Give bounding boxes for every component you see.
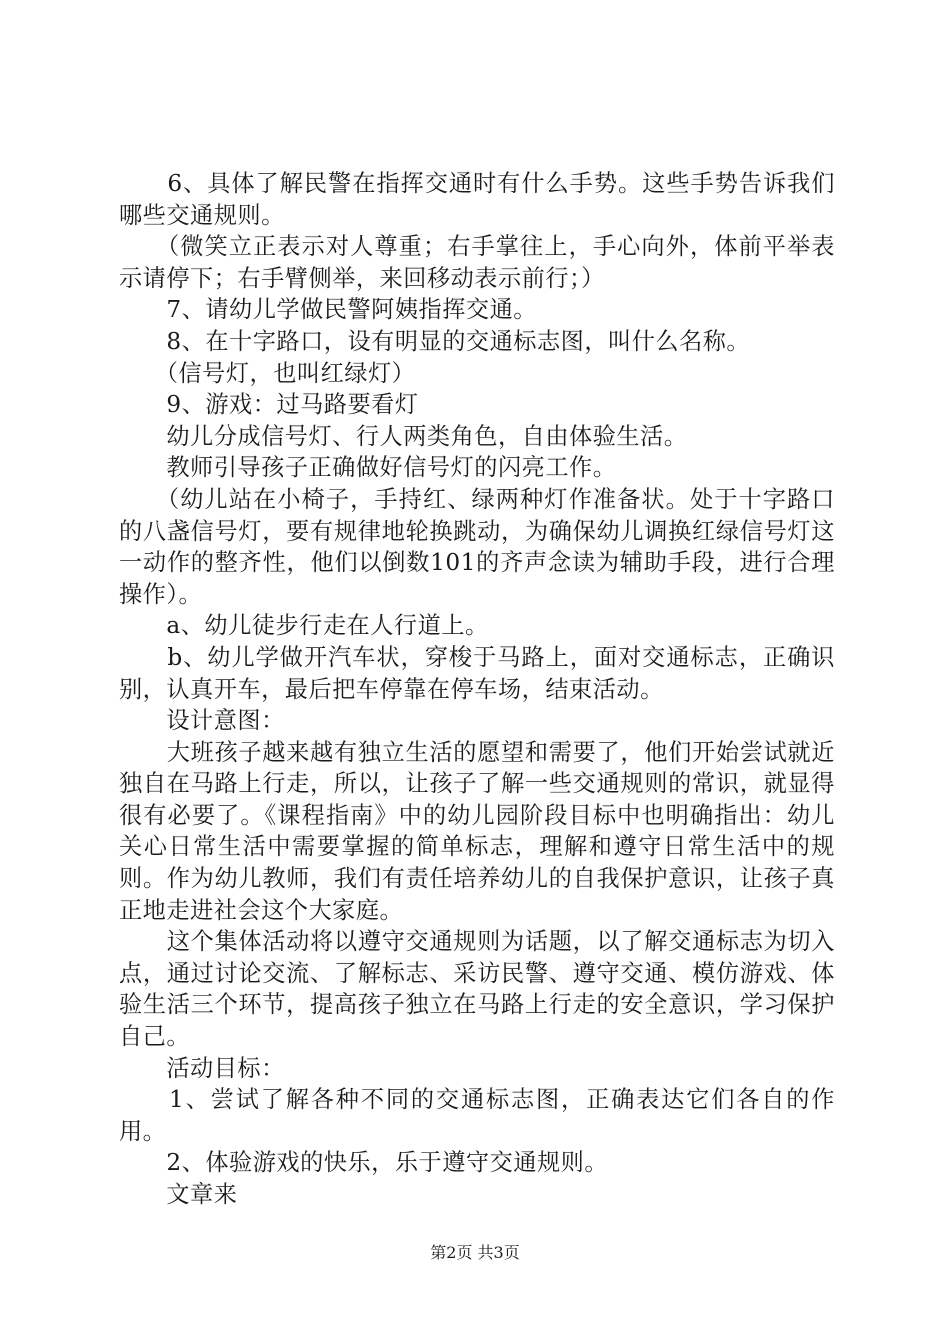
heading-design-intent: 设计意图： — [119, 707, 285, 735]
paragraph-goal-2: 2、体验游戏的快乐，乐于遵守交通规则。 — [119, 1149, 609, 1177]
heading-activity-goals: 活动目标： — [119, 1054, 285, 1082]
paragraph-gesture-note: （微笑立正表示对人尊重；右手掌往上，手心向外，体前平举表示请停下；右手臂侧举，来回移动表示前行；） — [119, 233, 835, 292]
paragraph-item-b: b、幼儿学做开汽车状，穿梭于马路上，面对交通标志，正确识别，认真开车，最后把车停靠在停车场，结束活动。 — [119, 643, 835, 703]
paragraph-step-7: 7、请幼儿学做民警阿姨指挥交通。 — [119, 296, 537, 324]
paragraph-roles: 幼儿分成信号灯、行人两类角色，自由体验生活。 — [119, 422, 688, 450]
paragraph-step-8: 8、在十字路口，设有明显的交通标志图，叫什么名称。 — [119, 327, 751, 355]
paragraph-item-a: a、幼儿徒步行走在人行道上。 — [119, 612, 489, 640]
paragraph-teacher-guide: 教师引导孩子正确做好信号灯的闪亮工作。 — [119, 454, 617, 482]
paragraph-signal-note: （信号灯，也叫红绿灯） — [119, 359, 416, 387]
paragraph-game-setup: （幼儿站在小椅子，手持红、绿两种灯作准备状。处于十字路口的八盏信号灯，要有规律地轮换跳动，为确保幼儿调换红绿信号灯这一动作的整齐性，他们以倒数101的齐声念读为辅助手段，进行合理操作）。 — [119, 485, 835, 608]
page-number-footer: 第2页 共3页 — [430, 1243, 520, 1262]
document-body — [119, 168, 835, 1211]
paragraph-design-intent-1: 大班孩子越来越有独立生活的愿望和需要了，他们开始尝试就近独自在马路上行走，所以，让孩子了解一些交通规则的常识，就显得很有必要了。《课程指南》中的幼儿园阶段目标中也明确指出：幼儿关心日常生活中需要掌握的简单标志，理解和遵守日常生活中的规则。作为幼儿教师，我们有责任培养幼儿的自我保护意识，让孩子真正地走进社会这个大家庭。 — [119, 738, 835, 924]
paragraph-design-intent-2: 这个集体活动将以遵守交通规则为话题，以了解交通标志为切入点，通过讨论交流、了解标志、采访民警、遵守交通、模仿游戏、体验生活三个环节，提高孩子独立在马路上行走的安全意识，学习保护自己。 — [119, 928, 835, 1051]
paragraph-article-source: 文章来 — [119, 1181, 238, 1208]
paragraph-step-9: 9、游戏：过马路要看灯 — [119, 391, 419, 419]
paragraph-goal-1: 1、尝试了解各种不同的交通标志图，正确表达它们各自的作用。 — [119, 1086, 835, 1145]
paragraph-step-6: 6、具体了解民警在指挥交通时有什么手势。这些手势告诉我们哪些交通规则。 — [119, 170, 835, 229]
